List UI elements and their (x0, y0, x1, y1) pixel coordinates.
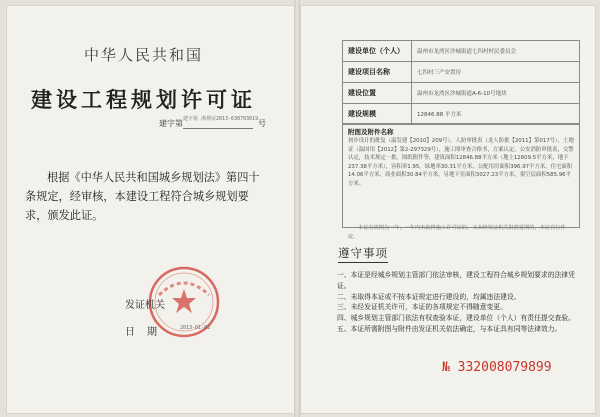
table-value: 温州市龙湾区沙城街道七四村村民委员会 (412, 41, 580, 62)
certificate-number-suffix: 号 (258, 119, 266, 128)
table-row (343, 104, 580, 125)
table-row (343, 62, 580, 83)
attachments-text: 初步设计的批复（温发建【2010】209号），人防审批表（龙人防批【2011】第017号），土地证（温国用【2012】第2-297329号），施工图审查合格书，方案认定，公安消防审批表，交警认定，技术规定一批、图纸附件等，建筑面积12846.88平方米（地上12609.5平方米，地下237.38平方米），容积率1.95，绿地率30.31平方米，公配用房面积396.97平方米，住宅面积14.06平方米，商业面积30.84平方米，另地下室面积3027.23平方米，架空层面积585.96平方米。 (348, 138, 574, 187)
certificate-body-text: 根据《中华人民共和国城乡规划法》第四十条规定，经审核，本建设工程符合城乡规划要求，颁发此证。 (25, 171, 260, 222)
issuing-authority-label: 发证机关 (125, 300, 165, 311)
table-label: 建设单位（个人） (343, 41, 412, 62)
table-value: 七四村三产安置房 (412, 62, 580, 83)
serial-number: № 332008079899 (442, 360, 552, 375)
rules-list (337, 270, 579, 335)
issue-date-label: 日期 (125, 327, 169, 338)
country-name: 中华人民共和国 (83, 46, 203, 64)
attachments-title: 附图及附件名称 (348, 128, 394, 136)
table-label: 建设位置 (343, 83, 412, 104)
rule-item: 二、未取得本证或不按本证规定进行建设的，均属违法建设。 (337, 292, 521, 301)
rule-item: 五、本证所需附图与附件由发证机关依法确定，与本证具有同等法律效力。 (337, 324, 562, 333)
table-label: 建设规模 (343, 104, 412, 125)
certificate-number-prefix: 建字第 (159, 119, 183, 128)
certificate-number-line (183, 128, 253, 129)
rule-item: 一、本证是经城乡规划主管部门依法审核，建设工程符合城乡规划要求的法律凭证。 (337, 271, 575, 290)
validity-note: 本证有效期为一年，一年内未取得施工许可证的，又未经发证机关批准延期的，本证自行作废。 (348, 225, 566, 240)
rule-item: 四、城乡规划主管部门依法有权查验本证，建设单位（个人）有责任提交查验。 (337, 314, 575, 323)
table-row (343, 83, 580, 104)
table-value: 12846.88 平方米 (412, 104, 580, 125)
notice-title: 遵守事项 (338, 246, 388, 260)
certificate-number-stamp: 建字第 浙规证2013-630703019 (183, 116, 259, 122)
issue-date-value: 2013-01-02 (180, 325, 211, 331)
table-label: 建设项目名称 (343, 62, 412, 83)
notice-underline (338, 262, 388, 263)
certificate-title: 建设工程规划许可证 (31, 88, 256, 112)
rule-item: 三、未经发证机关许可，本证的各项规定不得随意变更。 (337, 303, 507, 312)
table-value: 温州市龙湾区沙城街道A-6-10号地块 (412, 83, 580, 104)
project-info-table (342, 40, 580, 125)
table-row (343, 41, 580, 62)
